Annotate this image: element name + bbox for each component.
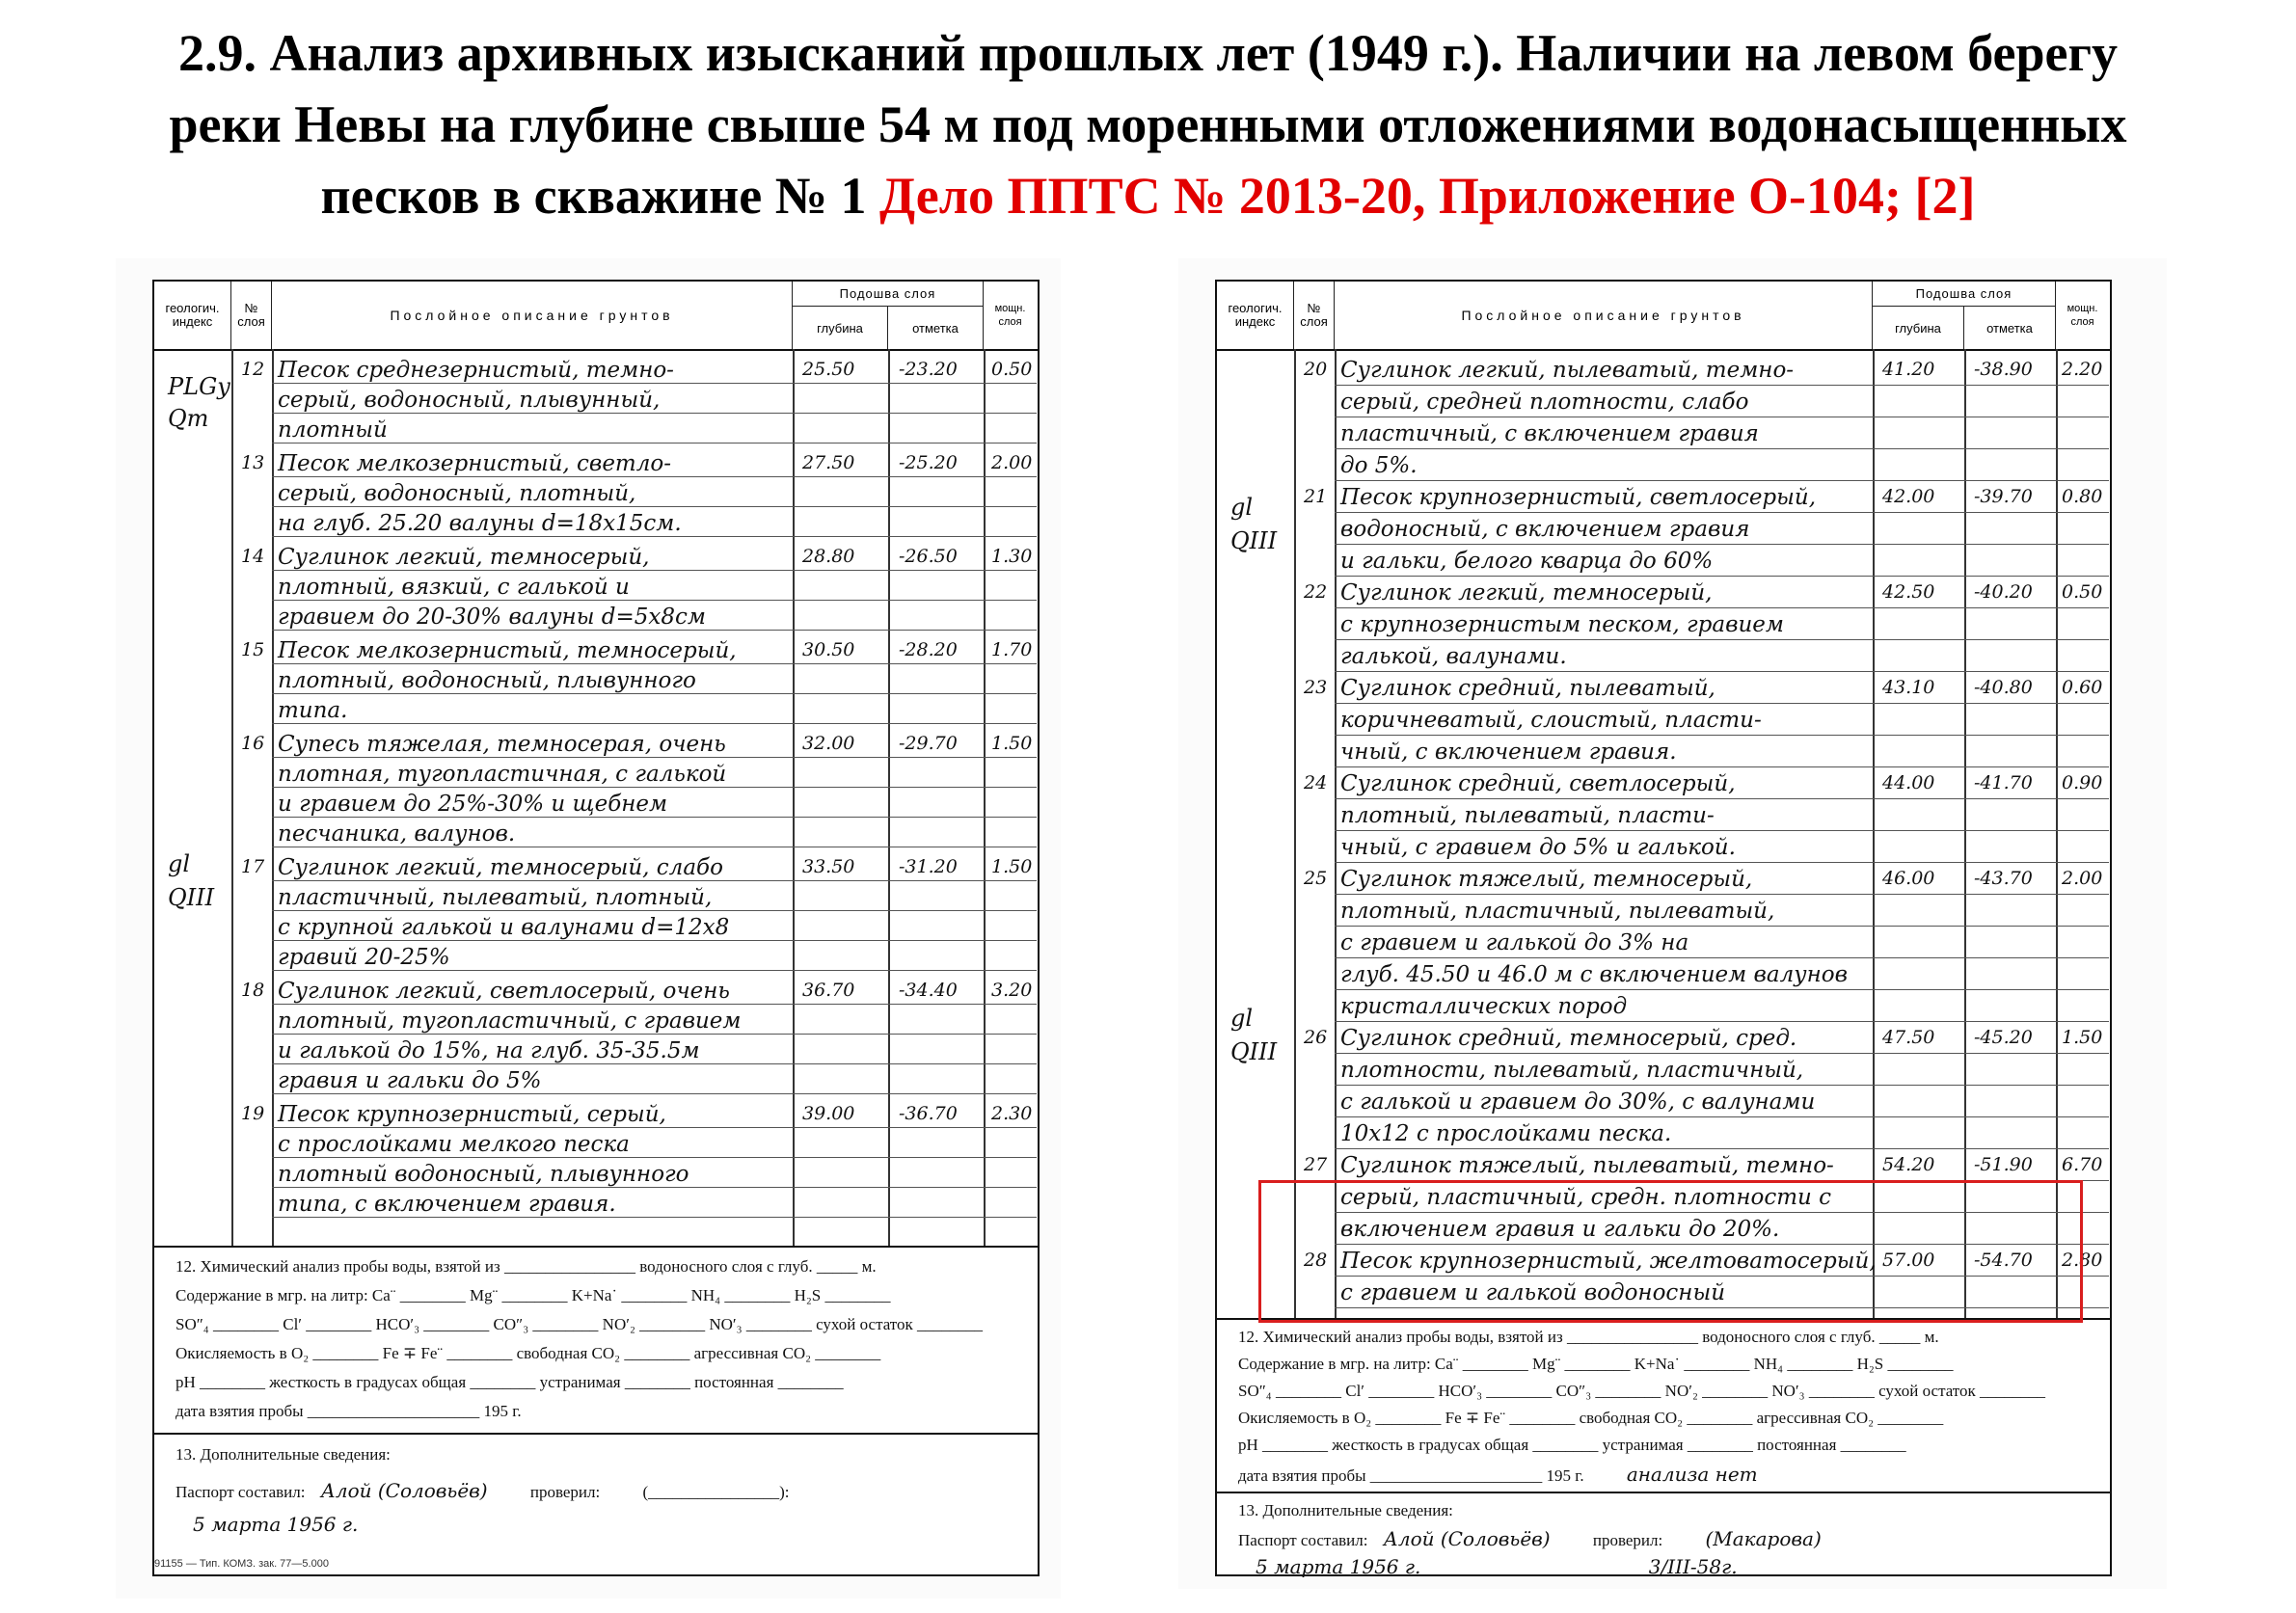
ruled-line bbox=[1335, 1085, 2109, 1086]
layer-description-line: коричневатый, слоистый, пласти- bbox=[1340, 708, 1762, 733]
checker-name: (Макарова) bbox=[1705, 1527, 1822, 1550]
layer-description-line: Суглинок тяжелый, темносерый, bbox=[1340, 867, 1753, 892]
layer-depth: 44.00 bbox=[1882, 772, 1935, 793]
layer-mark: -25.20 bbox=[899, 452, 958, 473]
footer-ions: SO″₄ ________ Cl′ ________ HCO′₃ ________ CO″₃ ________ NO′₂ ________ NO′₃ ________ сухой остаток ________ bbox=[1238, 1382, 2046, 1400]
footer-date bbox=[1256, 1555, 1738, 1578]
layer-description-line: Суглинок средний, светлосерый, bbox=[1340, 771, 1736, 796]
page-title bbox=[0, 17, 2296, 231]
layer-thick: 2.00 bbox=[2062, 868, 2103, 889]
layer-description-line: с гравием и галькой водоносный bbox=[1340, 1280, 1726, 1305]
log-sheet-right bbox=[1215, 280, 2112, 1576]
compiled-label: Паспорт составил: bbox=[1238, 1531, 1368, 1549]
footer-chem-analysis: 12. Химический анализ пробы воды, взятой из ________________ водоносного слоя с глуб. _____ м. bbox=[176, 1257, 877, 1276]
no-analysis-note: анализа нет bbox=[1626, 1463, 1758, 1486]
ruled-line bbox=[1335, 894, 2109, 895]
ruled-line bbox=[1335, 926, 2109, 927]
column-line bbox=[888, 349, 890, 1246]
geo-index-label: gl bbox=[1230, 494, 1254, 521]
layer-description-line: пластичный, с включением гравия bbox=[1340, 421, 1759, 446]
layer-mark: -39.70 bbox=[1974, 486, 2033, 507]
layer-description-line: серый, водоносный, плывунный, bbox=[278, 388, 661, 413]
layer-description-line: Песок крупнозернистый, желтоватосерый, bbox=[1340, 1249, 1877, 1274]
header-description: Послойное описание грунтов bbox=[272, 282, 793, 349]
ruled-line bbox=[272, 383, 1037, 384]
layer-thick: 0.50 bbox=[991, 359, 1033, 380]
ruled-line bbox=[1335, 830, 2109, 831]
layer-description-line: Супесь тяжелая, темносерая, очень bbox=[278, 732, 726, 757]
layer-description-line: типа, с включением гравия. bbox=[278, 1192, 616, 1217]
column-line bbox=[231, 349, 233, 1246]
ruled-line bbox=[272, 443, 1037, 444]
header-geo-index: геологич. индекс bbox=[1217, 282, 1294, 349]
layer-number: 27 bbox=[1304, 1154, 1328, 1175]
layer-mark: -40.80 bbox=[1974, 677, 2033, 698]
layer-number: 25 bbox=[1304, 868, 1328, 889]
geo-index-label: PLGy bbox=[168, 373, 230, 400]
ruled-line bbox=[1335, 544, 2109, 545]
layer-mark: -29.70 bbox=[899, 733, 958, 754]
layer-description-line: с гравием и галькой до 3% на bbox=[1340, 930, 1689, 955]
header-depth: глубина bbox=[1873, 307, 1964, 349]
layer-number: 19 bbox=[241, 1103, 265, 1124]
layer-mark: -41.70 bbox=[1974, 772, 2033, 793]
layer-description-line: Суглинок легкий, светлосерый, очень bbox=[278, 979, 730, 1004]
layer-mark: -38.90 bbox=[1974, 359, 2033, 380]
table-header-left bbox=[154, 282, 1038, 351]
title-line-2: реки Невы на глубине свыше 54 м под моренными отложениями водонасыщенных bbox=[169, 95, 2127, 153]
column-line bbox=[1294, 349, 1296, 1318]
layer-depth: 47.50 bbox=[1882, 1027, 1935, 1048]
footer-ph: pH ________ жесткость в градусах общая ________ устранимая ________ постоянная ________ bbox=[176, 1373, 844, 1391]
layer-thick: 2.20 bbox=[2062, 359, 2103, 380]
column-line bbox=[1335, 349, 1337, 1318]
ruled-line bbox=[272, 817, 1037, 818]
sample-date-label: дата взятия пробы _____________________ 195 г. bbox=[1238, 1466, 1584, 1485]
ruled-line bbox=[272, 880, 1037, 881]
ruled-line bbox=[272, 663, 1037, 664]
ruled-line bbox=[1335, 576, 2109, 577]
ruled-line bbox=[272, 1093, 1037, 1094]
footer-date: 5 марта 1956 г. bbox=[193, 1513, 359, 1536]
layer-description-line: пластичный, пылеватый, плотный, bbox=[278, 885, 713, 910]
ruled-line bbox=[1335, 512, 2109, 513]
layer-description-line: и гальки, белого кварца до 60% bbox=[1340, 549, 1714, 574]
ruled-line bbox=[272, 1004, 1037, 1005]
geo-index-label: gl bbox=[168, 850, 191, 877]
case-reference: Дело ППТС № 2013-20, Приложение О-104; [2] bbox=[878, 167, 1976, 225]
footer-right bbox=[1217, 1318, 2110, 1580]
layer-description-line: песчаника, валунов. bbox=[278, 821, 516, 847]
layer-thick: 6.70 bbox=[2062, 1154, 2103, 1175]
geo-index-label: Qm bbox=[168, 405, 209, 432]
layer-number: 23 bbox=[1304, 677, 1328, 698]
layer-number: 17 bbox=[241, 856, 265, 877]
header-depth: глубина bbox=[793, 307, 888, 349]
layer-thick: 1.30 bbox=[991, 546, 1033, 567]
ruled-line bbox=[1335, 735, 2109, 736]
footer-divider bbox=[1217, 1492, 2110, 1493]
layer-thick: 1.50 bbox=[991, 733, 1033, 754]
ruled-line bbox=[272, 787, 1037, 788]
layer-thick: 2.30 bbox=[991, 1103, 1033, 1124]
ruled-line bbox=[1335, 1148, 2109, 1149]
title-line-1: 2.9. Анализ архивных изысканий прошлых лет (1949 г.). Наличии на левом берегу bbox=[178, 24, 2118, 82]
layer-description-line: Суглинок средний, пылеватый, bbox=[1340, 676, 1715, 701]
layer-description-line: чный, с гравием до 5% и галькой. bbox=[1340, 835, 1736, 860]
layer-description-line: Суглинок легкий, пылеватый, темно- bbox=[1340, 358, 1795, 383]
layer-description-line: с прослойками мелкого песка bbox=[278, 1132, 630, 1157]
layer-depth: 42.00 bbox=[1882, 486, 1935, 507]
layer-number: 26 bbox=[1304, 1027, 1328, 1048]
scan-left-borehole-log bbox=[116, 258, 1061, 1599]
layer-thick: 1.50 bbox=[991, 856, 1033, 877]
layer-number: 14 bbox=[241, 546, 265, 567]
scan-right-borehole-log bbox=[1178, 258, 2167, 1589]
layer-depth: 57.00 bbox=[1882, 1250, 1935, 1271]
ruled-line bbox=[1335, 703, 2109, 704]
layer-depth: 43.10 bbox=[1882, 677, 1935, 698]
layer-description-line: водоносный, с включением гравия bbox=[1340, 517, 1750, 542]
layer-number: 18 bbox=[241, 980, 265, 1001]
footer-sample-date bbox=[1238, 1463, 1758, 1486]
header-mark: отметка bbox=[888, 307, 984, 349]
ruled-line bbox=[272, 570, 1037, 571]
ruled-line bbox=[272, 1187, 1037, 1188]
layer-description-line: плотный, тугопластичный, с гравием bbox=[278, 1008, 742, 1034]
header-thickness: мощн. слоя bbox=[994, 303, 1026, 328]
footer-ions: SO″₄ ________ Cl′ ________ HCO′₃ ________ CO″₃ ________ NO′₂ ________ NO′₃ ________ сухой остаток ________ bbox=[176, 1315, 984, 1333]
compiled-date: 5 марта 1956 г. bbox=[1256, 1555, 1421, 1578]
geo-index-label: QIII bbox=[168, 884, 215, 911]
table-header-right bbox=[1217, 282, 2110, 351]
layer-description-line: 10х12 с прослойками песка. bbox=[1340, 1121, 1672, 1146]
footer-sample-date: дата взятия пробы _____________________ 195 г. bbox=[176, 1402, 522, 1420]
layer-mark: -51.90 bbox=[1974, 1154, 2033, 1175]
ruled-line bbox=[272, 1063, 1037, 1064]
footer-compiled-by bbox=[176, 1479, 790, 1502]
layer-thick: 1.70 bbox=[991, 639, 1033, 660]
layer-description-line: серый, средней плотности, слабо bbox=[1340, 390, 1749, 415]
layer-thick: 3.20 bbox=[991, 980, 1033, 1001]
header-sole: Подошва слоя bbox=[793, 282, 984, 307]
ruled-line bbox=[272, 910, 1037, 911]
checked-label: проверил: bbox=[529, 1483, 601, 1501]
layer-number: 22 bbox=[1304, 581, 1328, 603]
layer-description-line: плотный bbox=[278, 417, 388, 443]
geo-index-label: QIII bbox=[1230, 527, 1278, 554]
layer-number: 15 bbox=[241, 639, 265, 660]
header-layer-no: № слоя bbox=[1294, 282, 1335, 349]
ruled-line bbox=[272, 757, 1037, 758]
footer-ph: pH ________ жесткость в градусах общая ________ устранимая ________ постоянная ________ bbox=[1238, 1436, 1906, 1454]
header-mark: отметка bbox=[1964, 307, 2056, 349]
layer-description-line: Суглинок легкий, темносерый, bbox=[1340, 580, 1713, 605]
footer-additional: 13. Дополнительные сведения: bbox=[1238, 1501, 1453, 1519]
ruled-line bbox=[1335, 385, 2109, 386]
highlight-layer-27 bbox=[1258, 1180, 2083, 1323]
layer-description-line: галькой, валунами. bbox=[1340, 644, 1567, 669]
print-info: 91155 — Тип. КОМЗ. зак. 77—5.000 bbox=[154, 1558, 329, 1570]
layer-mark: -40.20 bbox=[1974, 581, 2033, 603]
log-sheet-left bbox=[152, 280, 1040, 1576]
layer-description-line: плотный, водоносный, плывунного bbox=[278, 668, 696, 693]
ruled-line bbox=[1335, 1116, 2109, 1117]
ruled-line bbox=[272, 1034, 1037, 1035]
geo-index-label: gl bbox=[1230, 1005, 1254, 1032]
column-line bbox=[272, 349, 274, 1246]
layer-description-line: серый, водоносный, плотный, bbox=[278, 481, 636, 506]
compiled-label: Паспорт составил: bbox=[176, 1483, 306, 1501]
layer-number: 12 bbox=[241, 359, 265, 380]
layer-description-line: Песок мелкозернистый, темносерый, bbox=[278, 638, 737, 663]
layer-mark: -36.70 bbox=[899, 1103, 958, 1124]
ruled-line bbox=[1335, 607, 2109, 608]
column-line bbox=[2056, 349, 2058, 1318]
ruled-line bbox=[272, 413, 1037, 414]
column-line bbox=[984, 349, 986, 1246]
layer-description-line: кристаллических пород bbox=[1340, 994, 1628, 1019]
ruled-line bbox=[1335, 480, 2109, 481]
layer-mark: -34.40 bbox=[899, 980, 958, 1001]
layer-depth: 27.50 bbox=[802, 452, 855, 473]
layer-description-line: гравий 20-25% bbox=[278, 945, 450, 970]
footer-chem-analysis: 12. Химический анализ пробы воды, взятой из ________________ водоносного слоя с глуб. _____ м. bbox=[1238, 1328, 1939, 1346]
layer-depth: 33.50 bbox=[802, 856, 855, 877]
layer-description-line: с галькой и гравием до 30%, с валунами bbox=[1340, 1089, 1816, 1115]
layer-description-line: глуб. 45.50 и 46.0 м с включением валунов bbox=[1340, 962, 1849, 987]
layer-description-line: до 5%. bbox=[1340, 453, 1418, 478]
layer-thick: 0.90 bbox=[2062, 772, 2103, 793]
layer-thick: 0.60 bbox=[2062, 677, 2103, 698]
layer-thick: 2.80 bbox=[2062, 1250, 2103, 1271]
ruled-line bbox=[1335, 798, 2109, 799]
layer-number: 20 bbox=[1304, 359, 1328, 380]
column-line bbox=[793, 349, 795, 1246]
layer-number: 21 bbox=[1304, 486, 1328, 507]
layer-description-line: Песок крупнозернистый, серый, bbox=[278, 1102, 666, 1127]
layer-description-line: гравием до 20-30% валуны d=5x8см bbox=[278, 605, 706, 630]
layer-depth: 46.00 bbox=[1882, 868, 1935, 889]
layer-description-line: плотности, пылеватый, пластичный, bbox=[1340, 1058, 1804, 1083]
header-sole: Подошва слоя bbox=[1873, 282, 2056, 307]
ruled-line bbox=[272, 970, 1037, 971]
ruled-line bbox=[272, 693, 1037, 694]
layer-description-line: плотный, пластичный, пылеватый, bbox=[1340, 899, 1775, 924]
layer-description-line: плотная, тугопластичная, с галькой bbox=[278, 762, 727, 787]
layer-mark: -28.20 bbox=[899, 639, 958, 660]
ruled-line bbox=[272, 630, 1037, 631]
layer-description-line: и гравием до 25%-30% и щебнем bbox=[278, 792, 668, 817]
footer-compiled-by bbox=[1238, 1527, 1822, 1550]
layer-description-line: типа. bbox=[278, 698, 348, 723]
ruled-line bbox=[272, 1217, 1037, 1218]
ruled-line bbox=[272, 536, 1037, 537]
layer-description-line: включением гравия и гальки до 20%. bbox=[1340, 1217, 1780, 1242]
layer-description-line: плотный, вязкий, с галькой и bbox=[278, 575, 630, 600]
layer-number: 28 bbox=[1304, 1250, 1328, 1271]
title-line-3-black: песков в скважине № 1 bbox=[320, 167, 879, 225]
footer-divider bbox=[154, 1433, 1038, 1435]
layer-mark: -31.20 bbox=[899, 856, 958, 877]
compiler-signature: Алой (Соловьёв) bbox=[320, 1479, 488, 1502]
footer-content: Содержание в мгр. на литр: Ca¨ ________ Mg¨ ________ K+Na˙ ________ NH₄ ________ H₂S ________ bbox=[176, 1286, 891, 1304]
ruled-line bbox=[272, 1127, 1037, 1128]
ruled-line bbox=[1335, 1021, 2109, 1022]
layer-description-line: плотный водоносный, плывунного bbox=[278, 1162, 689, 1187]
header-geo-index: геологич. индекс bbox=[154, 282, 231, 349]
layer-description-line: и галькой до 15%, на глуб. 35-35.5м bbox=[278, 1038, 700, 1063]
layer-depth: 30.50 bbox=[802, 639, 855, 660]
ruled-line bbox=[1335, 639, 2109, 640]
ruled-line bbox=[1335, 766, 2109, 767]
title-line-3 bbox=[0, 160, 2296, 231]
layer-description-line: с крупнозернистым песком, гравием bbox=[1340, 612, 1784, 637]
layer-thick: 0.50 bbox=[2062, 581, 2103, 603]
footer-left bbox=[154, 1246, 1038, 1580]
ruled-line bbox=[272, 940, 1037, 941]
layer-depth: 36.70 bbox=[802, 980, 855, 1001]
geo-index-label: QIII bbox=[1230, 1038, 1278, 1065]
ruled-line bbox=[272, 476, 1037, 477]
layer-depth: 41.20 bbox=[1882, 359, 1935, 380]
layer-description-line: Песок крупнозернистый, светлосерый, bbox=[1340, 485, 1817, 510]
layer-depth: 28.80 bbox=[802, 546, 855, 567]
layer-description-line: Суглинок легкий, темносерый, bbox=[278, 545, 650, 570]
ruled-line bbox=[272, 723, 1037, 724]
layer-description-line: Песок среднезернистый, темно- bbox=[278, 358, 674, 383]
layer-depth: 54.20 bbox=[1882, 1154, 1935, 1175]
column-line bbox=[1873, 349, 1875, 1318]
ruled-line bbox=[1335, 989, 2109, 990]
layer-description-line: на глуб. 25.20 валуны d=18x15см. bbox=[278, 511, 682, 536]
checked-label: проверил: bbox=[1592, 1531, 1663, 1549]
layer-depth: 25.50 bbox=[802, 359, 855, 380]
layer-number: 24 bbox=[1304, 772, 1328, 793]
layer-thick: 0.80 bbox=[2062, 486, 2103, 507]
layer-mark: -23.20 bbox=[899, 359, 958, 380]
layer-description-line: Суглинок легкий, темносерый, слабо bbox=[278, 855, 723, 880]
column-line bbox=[1964, 349, 1966, 1318]
header-layer-no: № слоя bbox=[231, 282, 272, 349]
header-thickness: мощн. слоя bbox=[2066, 303, 2098, 328]
footer-content: Содержание в мгр. на литр: Ca¨ ________ Mg¨ ________ K+Na˙ ________ NH₄ ________ H₂S ________ bbox=[1238, 1355, 1954, 1373]
ruled-line bbox=[272, 1157, 1037, 1158]
ruled-line bbox=[272, 506, 1037, 507]
layer-depth: 42.50 bbox=[1882, 581, 1935, 603]
layer-description-line: плотный, пылеватый, пласти- bbox=[1340, 803, 1715, 828]
layer-number: 16 bbox=[241, 733, 265, 754]
layer-thick: 1.50 bbox=[2062, 1027, 2103, 1048]
layer-depth: 32.00 bbox=[802, 733, 855, 754]
layer-description-line: Песок мелкозернистый, светло- bbox=[278, 451, 672, 476]
layer-depth: 39.00 bbox=[802, 1103, 855, 1124]
footer-oxidation: Окисляемость в O₂ ________ Fe ∓ Fe¨ ________ свободная CO₂ ________ агрессивная CO₂ ________ bbox=[176, 1344, 881, 1362]
footer-additional: 13. Дополнительные сведения: bbox=[176, 1445, 391, 1464]
header-description: Послойное описание грунтов bbox=[1335, 282, 1873, 349]
checked-date: 3/III-58г. bbox=[1648, 1555, 1738, 1578]
footer-oxidation: Окисляемость в O₂ ________ Fe ∓ Fe¨ ________ свободная CO₂ ________ агрессивная CO₂ ________ bbox=[1238, 1409, 1944, 1427]
layer-description-line: Суглинок тяжелый, пылеватый, темно- bbox=[1340, 1153, 1834, 1178]
layer-description-line: серый, пластичный, средн. плотности с bbox=[1340, 1185, 1832, 1210]
ruled-line bbox=[1335, 1053, 2109, 1054]
layer-mark: -26.50 bbox=[899, 546, 958, 567]
layer-description-line: с крупной галькой и валунами d=12x8 bbox=[278, 915, 730, 940]
ruled-line bbox=[1335, 671, 2109, 672]
checker-name: (________________): bbox=[642, 1483, 790, 1501]
layer-mark: -54.70 bbox=[1974, 1250, 2033, 1271]
ruled-line bbox=[1335, 448, 2109, 449]
layer-description-line: гравия и гальки до 5% bbox=[278, 1068, 542, 1093]
compiler-signature: Алой (Соловьёв) bbox=[1383, 1527, 1551, 1550]
layer-mark: -45.20 bbox=[1974, 1027, 2033, 1048]
ruled-line bbox=[1335, 862, 2109, 863]
layer-description-line: чный, с включением гравия. bbox=[1340, 739, 1677, 765]
layer-description-line: Суглинок средний, темносерый, сред. bbox=[1340, 1026, 1797, 1051]
ruled-line bbox=[272, 600, 1037, 601]
ruled-line bbox=[1335, 957, 2109, 958]
layer-number: 13 bbox=[241, 452, 265, 473]
layer-thick: 2.00 bbox=[991, 452, 1033, 473]
layer-mark: -43.70 bbox=[1974, 868, 2033, 889]
